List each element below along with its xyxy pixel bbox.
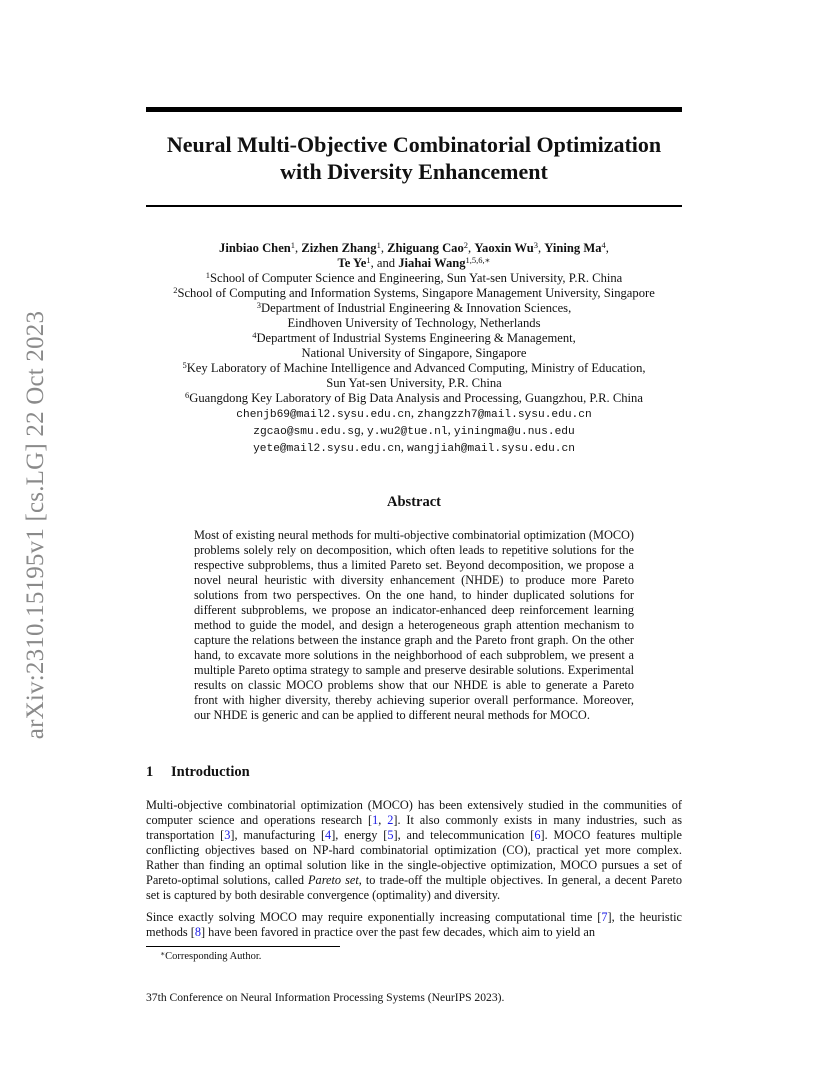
footnote (160, 951, 261, 962)
email-line: chenjb69@mail2.sysu.edu.cn, zhangzzh7@mail.sysu.edu.cn (236, 406, 592, 421)
affil-text: School of Computing and Information Systems, Singapore Management University, Singapore (177, 286, 655, 300)
text-run: ] have been favored in practice over the past few decades, which aim to yield an (201, 925, 596, 939)
footnote-rule (146, 946, 340, 947)
affil-text: Key Laboratory of Machine Intelligence and Advanced Computing, Ministry of Education, (186, 361, 646, 375)
email-address[interactable]: yete@mail2.sysu.edu.cn (253, 443, 401, 455)
affil-mark: 4 (252, 330, 257, 340)
abstract-text: Most of existing neural methods for multi-objective combinatorial optimization (MOCO) problems solely rely on decomposition, which often leads to repetitive solutions for the respective subproblems, thus a limited Pareto set. Beyond decomposition, we propose a novel neural heuristic with diversity enhancement (NHDE) to produce more Pareto solutions from two perspectives. On the one hand, to hinder duplicated solutions for different subproblems, we propose an indicator-enhanced deep reinforcement learning method to guide the model, and design a heterogeneous graph attention mechanism to capture the relations between the instance graph and the Pareto front graph. On the other hand, to excavate more solutions in the neighborhood of each subproblem, we present a multiple Pareto optima strategy to sample and preserve desirable solutions. Experimental results on classic MOCO problems show that our NHDE is able to generate a Pareto front with higher diversity, thereby achieving superior overall performance. Moreover, our NHDE is generic and can be applied to different neural methods for MOCO. (194, 528, 634, 722)
affil-text: National University of Singapore, Singapore (301, 346, 527, 360)
email-address[interactable]: y.wu2@tue.nl (366, 426, 448, 438)
citation-link[interactable]: 2 (387, 813, 394, 827)
citation-link[interactable]: 8 (194, 925, 201, 939)
citation-link[interactable]: 7 (601, 910, 608, 924)
text-run: Since exactly solving MOCO may require exponentially increasing computational time [ (146, 910, 602, 924)
affiliation-line (146, 376, 682, 391)
affiliation-line (146, 346, 682, 361)
title-bottom-rule (146, 205, 682, 207)
email-line: zgcao@smu.edu.sg, y.wu2@tue.nl, yiningma@u.nus.edu (253, 423, 575, 438)
author-affil-mark: 1 (366, 255, 371, 265)
affiliation-line (146, 391, 682, 406)
author-name: Jinbiao Chen (219, 241, 291, 255)
affil-mark: 1 (205, 270, 210, 280)
affil-text: Eindhoven University of Technology, Netherlands (287, 316, 541, 330)
email-line: yete@mail2.sysu.edu.cn, wangjiah@mail.sysu.edu.cn (253, 440, 575, 455)
text-run: , (378, 813, 388, 827)
author-affil-mark: 1,5,6,∗ (465, 255, 491, 265)
citation-link[interactable]: 6 (534, 828, 541, 842)
citation-link[interactable]: 4 (325, 828, 332, 842)
email-address[interactable]: zgcao@smu.edu.sg (253, 426, 361, 438)
citation-link[interactable]: 1 (372, 813, 379, 827)
email-address[interactable]: yiningma@u.nus.edu (453, 426, 575, 438)
author-line-2: Te Ye$^1$, and Jiahai Wang$^{1,5,6,∗}$ (337, 255, 491, 270)
author-affil-mark: 1 (290, 240, 296, 250)
affil-text: Sun Yat-sen University, P.R. China (326, 376, 502, 390)
footnote-mark: ∗ (160, 949, 166, 958)
affil-mark: 5 (182, 360, 187, 370)
text-run: ]. It also commonly exists in many industries, such as transportation [ (146, 813, 682, 842)
email-address[interactable]: chenjb69@mail2.sysu.edu.cn (236, 409, 411, 421)
citation-link[interactable]: 3 (224, 828, 231, 842)
section-title: Introduction (171, 764, 250, 780)
author-name: Jiahai Wang (398, 256, 466, 270)
text-run: ], the heuristic methods [ (146, 910, 682, 939)
author-name: Yining Ma (544, 241, 602, 255)
footnote-text: Corresponding Author. (165, 951, 262, 962)
affil-text: Department of Industrial Systems Engineering & Management, (256, 331, 576, 345)
text-run: ]. MOCO features multiple conflicting objectives based on NP-hard combinatorial optimization (CO), practical yet more complex. Rather than finding an optimal solution like in the single-objective optimization, MOCO pursues a set of Pareto-optimal solutions, called (146, 828, 682, 887)
author-name: Yaoxin Wu (474, 241, 534, 255)
email-address[interactable]: zhangzzh7@mail.sysu.edu.cn (417, 409, 592, 421)
author-affil-mark: 4 (601, 240, 606, 250)
abstract-heading: Abstract (387, 494, 441, 510)
arxiv-sidebar (20, 290, 52, 760)
title-line-2: with Diversity Enhancement (280, 159, 548, 184)
affiliation-line (146, 301, 682, 316)
affiliation-line (146, 361, 682, 376)
affiliation-line (146, 271, 682, 286)
text-run: ], manufacturing [ (230, 828, 326, 842)
author-conjunction: and (376, 256, 396, 270)
affiliation-line (146, 286, 682, 301)
author-name: Te Ye (337, 256, 367, 270)
author-affil-mark: 2 (463, 240, 469, 250)
arxiv-identifier: arXiv:2310.15195v1 [cs.LG] 22 Oct 2023 (22, 310, 49, 740)
author-name: Zizhen Zhang (301, 241, 377, 255)
affiliation-line (146, 316, 682, 331)
affil-text: Department of Industrial Engineering & Innovation Sciences, (261, 301, 572, 315)
intro-paragraph-1 (146, 798, 682, 903)
text-run: , to trade-off the multiple objectives. In general, a decent Pareto set is captured by both desirable convergence (optimality) and diversity. (146, 873, 682, 902)
section-heading-introduction (146, 764, 250, 781)
section-number: 1 (146, 764, 154, 780)
affil-text: Guangdong Key Laboratory of Big Data Analysis and Processing, Guangzhou, P.R. China (189, 391, 643, 405)
author-affil-mark: 1 (376, 240, 381, 250)
author-block (146, 241, 682, 457)
venue-line: 37th Conference on Neural Information Processing Systems (NeurIPS 2023). (146, 991, 505, 1004)
author-line-1: Jinbiao Chen$^1$, Zizhen Zhang$^1$, Zhiguang Cao$^2$, Yaoxin Wu$^3$, Yining Ma$^4$, (219, 240, 609, 255)
title-top-rule (146, 107, 682, 112)
text-run: ], energy [ (331, 828, 388, 842)
citation-link[interactable]: 5 (387, 828, 394, 842)
title-line-1: Neural Multi-Objective Combinatorial Optimization (166, 132, 662, 157)
author-affil-mark: 3 (533, 240, 538, 250)
affil-mark: 3 (256, 300, 262, 310)
text-run: Multi-objective combinatorial optimization (MOCO) has been extensively studied in the communities of computer science and operations research [ (146, 798, 682, 827)
author-name: Zhiguang Cao (387, 241, 464, 255)
affil-mark: 6 (185, 390, 190, 400)
paper-title (146, 131, 682, 185)
affil-text: School of Computer Science and Engineering, Sun Yat-sen University, P.R. China (209, 271, 623, 285)
email-address[interactable]: wangjiah@mail.sysu.edu.cn (407, 443, 575, 455)
affil-mark: 2 (173, 285, 178, 295)
affiliation-line (146, 331, 682, 346)
text-run: ], and telecommunication [ (393, 828, 535, 842)
intro-paragraph-2 (146, 910, 682, 940)
emphasis-term: Pareto set (308, 873, 359, 887)
